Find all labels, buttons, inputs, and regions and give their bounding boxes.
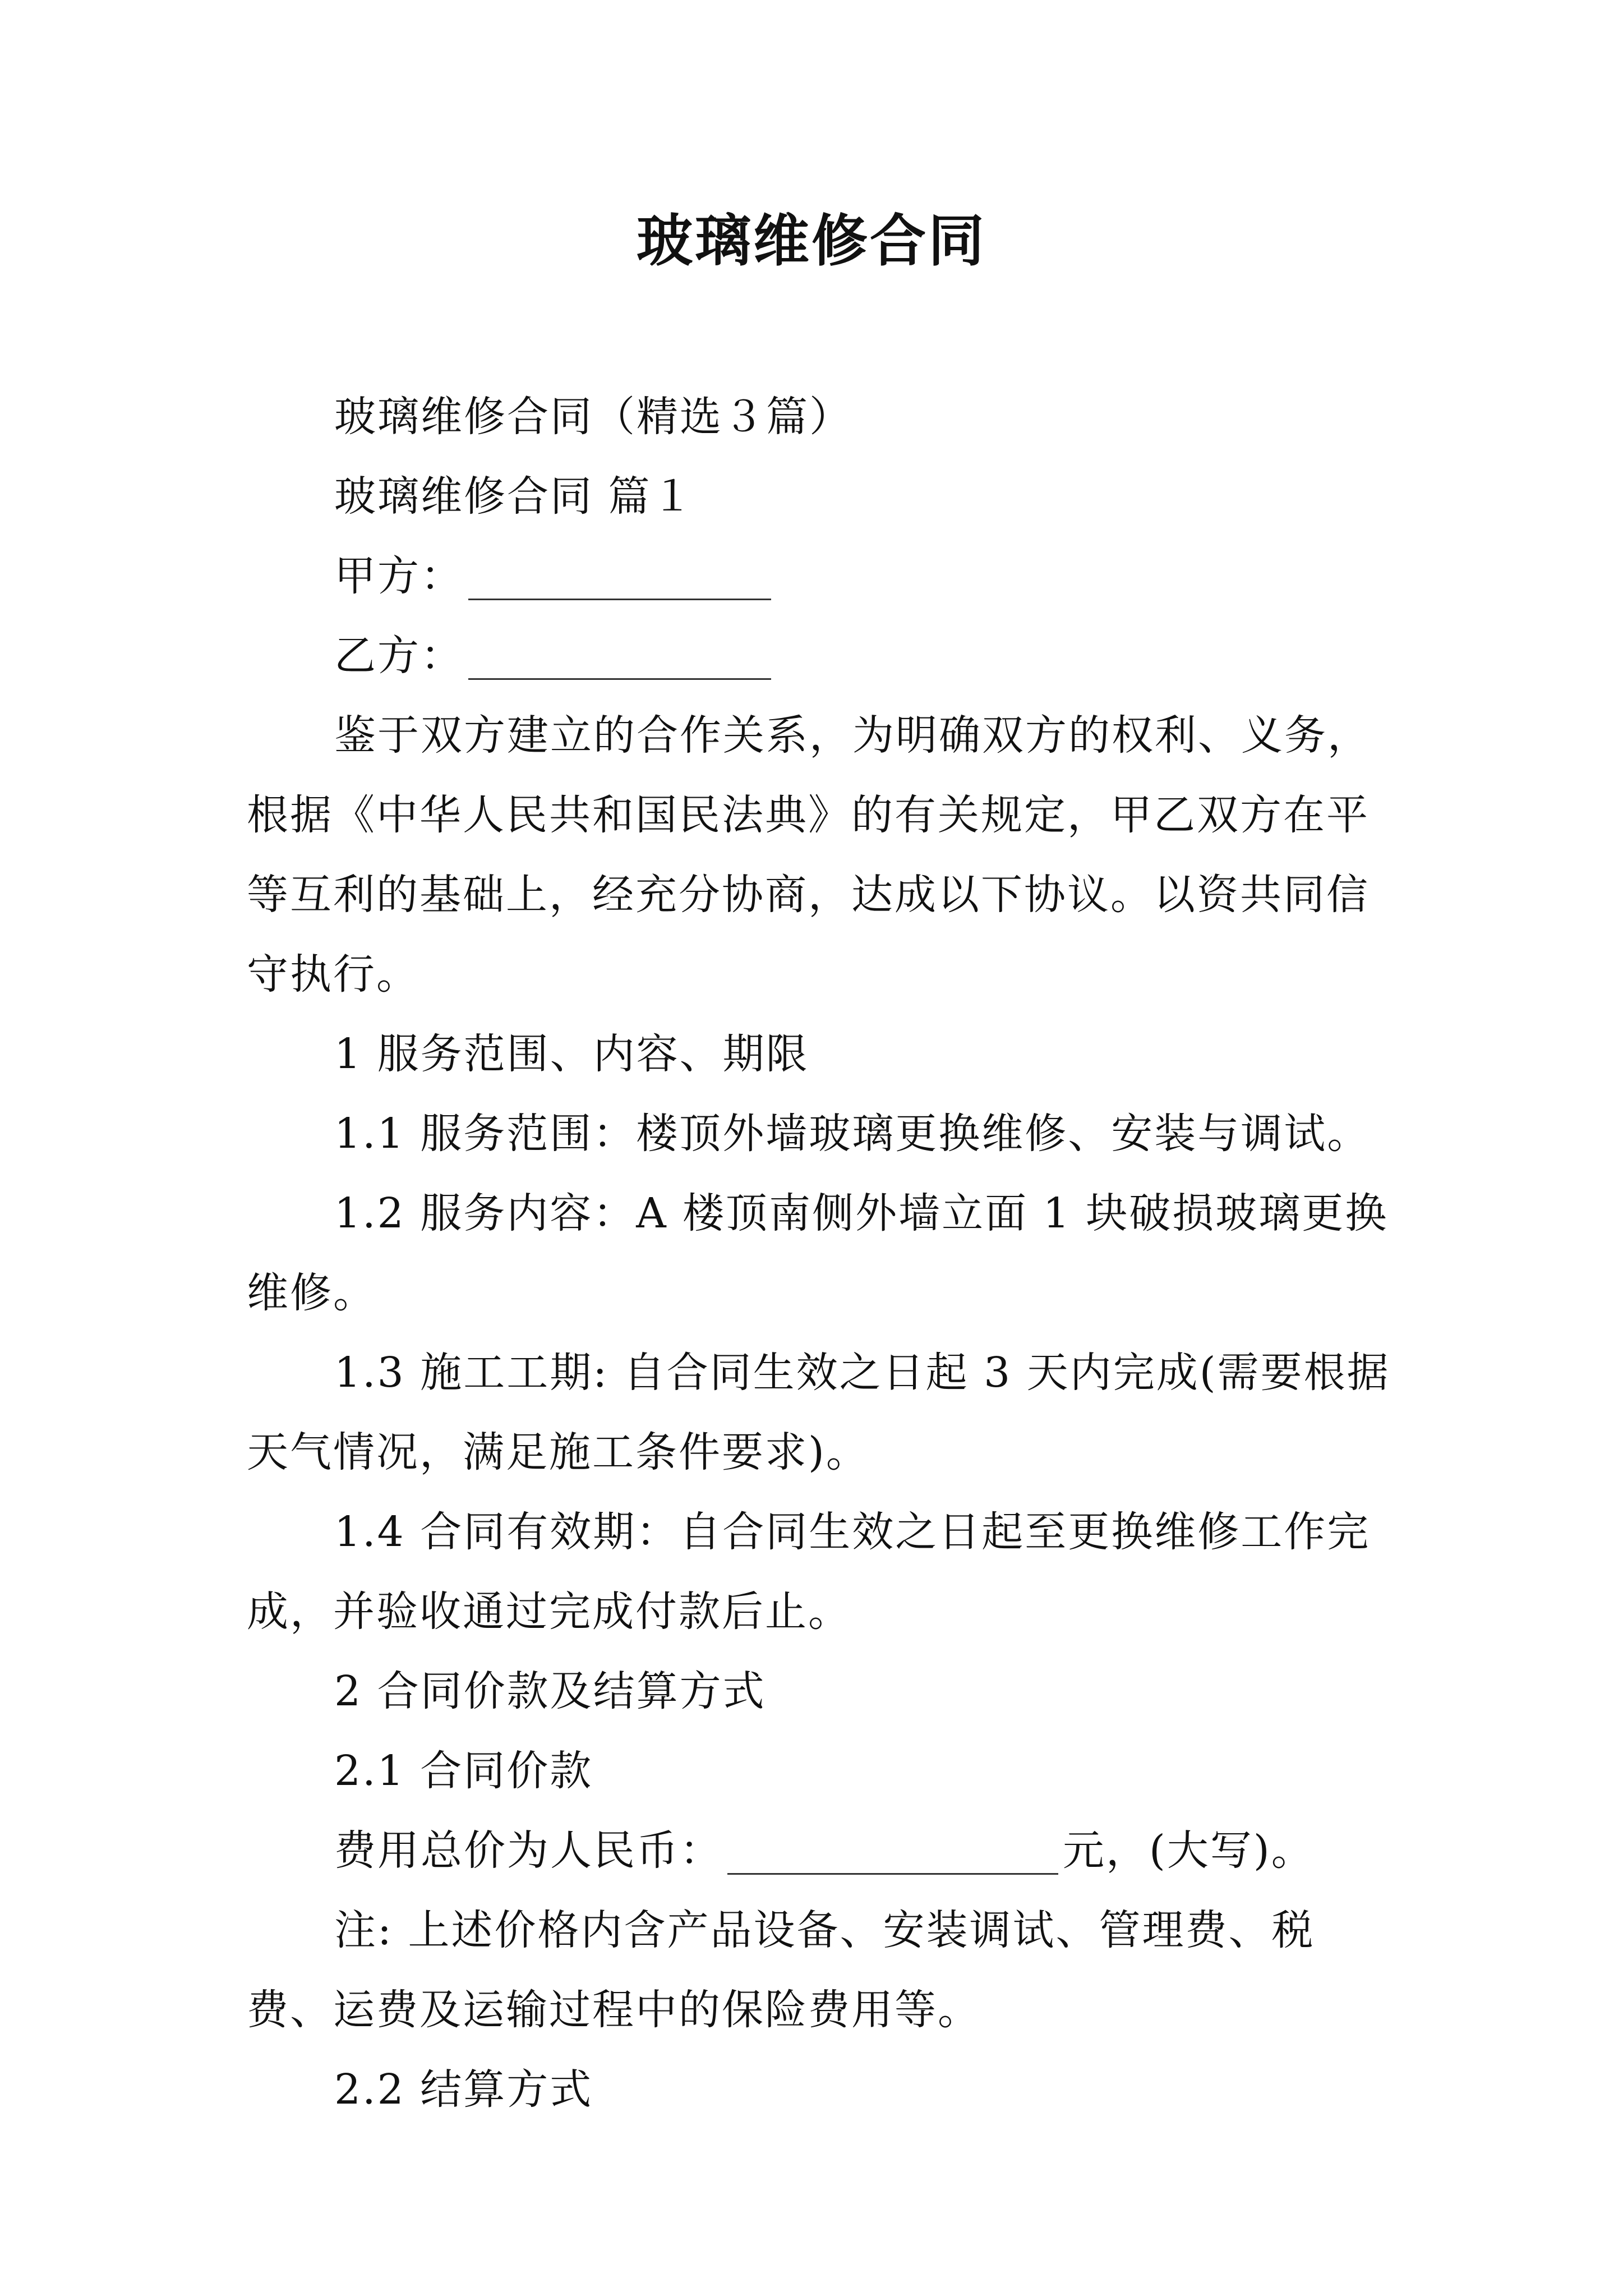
- party-b-label: 乙方：: [334, 632, 464, 680]
- section-1-heading: 1 服务范围、内容、期限: [334, 1030, 809, 1078]
- section-heading: 玻璃维修合同 篇１: [334, 472, 695, 521]
- clause-2-2-heading: 2.2 结算方式: [334, 2065, 593, 2114]
- clause-2-1-heading: 2.1 合同价款: [334, 1747, 593, 1795]
- clause-1-4: 1.4 合同有效期：自合同生效之日起至更换维修工作完成，并验收通过完成付款后止。: [247, 1508, 1371, 1636]
- party-b-blank: [468, 633, 771, 680]
- document-body: [247, 377, 1391, 2129]
- clause-1-2: 1.2 服务内容：A 楼顶南侧外墙立面 1 块破损玻璃更换维修。: [247, 1189, 1389, 1317]
- section-2-heading: 2 合同价款及结算方式: [334, 1667, 766, 1715]
- clause-1-1: 1.1 服务范围：楼顶外墙玻璃更换维修、安装与调试。: [334, 1110, 1371, 1158]
- party-b-line: [247, 616, 1391, 696]
- party-a-label: 甲方：: [334, 552, 464, 600]
- price-label: 费用总价为人民币：: [334, 1826, 723, 1875]
- clause-1-3: 1.3 施工工期: 自合同生效之日起 3 天内完成(需要根据天气情况，满足施工条件要求)。: [247, 1349, 1390, 1476]
- price-line: [247, 1811, 1391, 1890]
- party-a-line: [247, 536, 1391, 616]
- document-title: 玻璃维修合同: [637, 208, 986, 274]
- party-a-blank: [468, 554, 771, 600]
- price-suffix: 元，(大写)。: [1063, 1826, 1315, 1875]
- price-note: 注: 上述价格内含产品设备、安装调试、管理费、税费、运费及运输过程中的保险费用等。: [247, 1906, 1315, 2034]
- price-blank: [727, 1828, 1058, 1875]
- subtitle: 玻璃维修合同（精选３篇）: [334, 393, 852, 441]
- intro-paragraph: 鉴于双方建立的合作关系，为明确双方的权利、义务，根据《中华人民共和国民法典》的有关规定，甲乙双方在平等互利的基础上，经充分协商，达成以下协议。以资共同信守执行。: [247, 711, 1371, 999]
